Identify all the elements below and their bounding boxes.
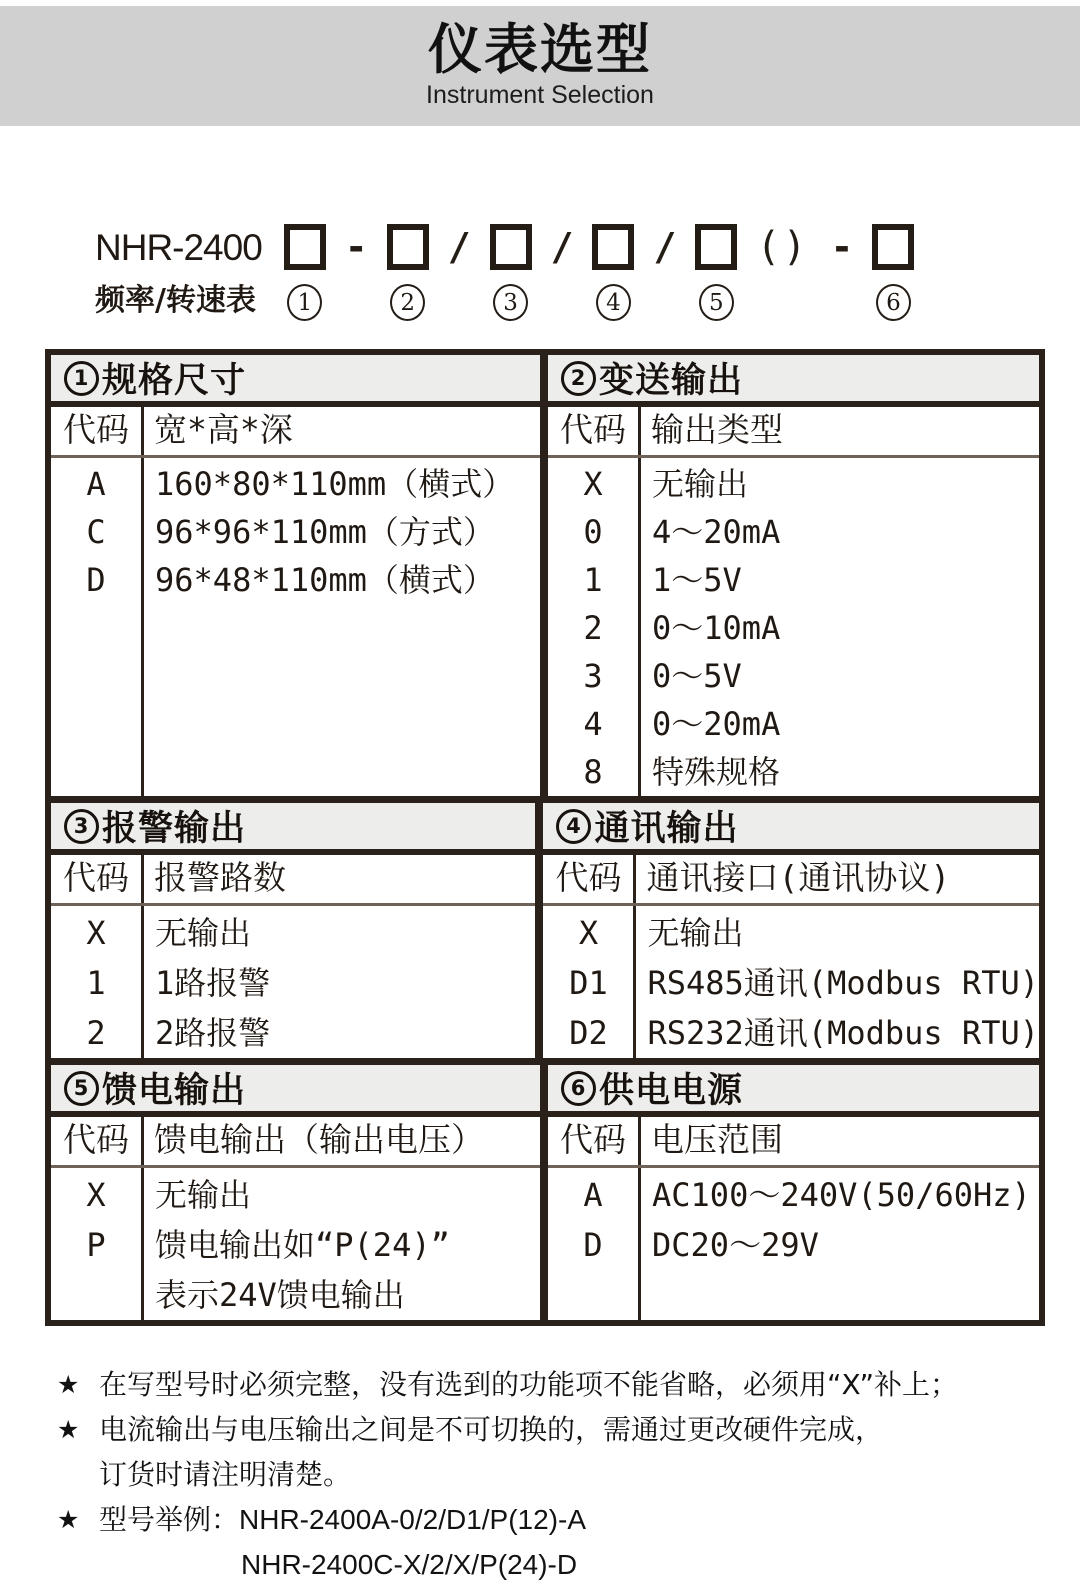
code-cell: 0	[583, 513, 603, 551]
section-4-body	[543, 906, 1039, 1058]
code-cell: A	[583, 1176, 603, 1214]
code-cell-empty	[51, 1270, 141, 1320]
code-cell: X	[578, 914, 599, 952]
footnote-2	[57, 1407, 1080, 1497]
circled-number-5: 5	[699, 284, 734, 321]
section-5-codes	[51, 1168, 144, 1320]
section-1-codes	[51, 458, 144, 796]
desc-cell: 1路报警	[155, 964, 271, 1002]
model-slot-6	[872, 224, 914, 321]
code-cell: P	[86, 1226, 106, 1264]
desc-cell: 0～20mA	[652, 705, 781, 743]
desc-cell: 0～10mA	[652, 609, 781, 647]
col-header-code: 代码	[548, 407, 641, 455]
table-band-3	[51, 1065, 1039, 1320]
desc-cell: 无输出	[155, 1176, 252, 1214]
section-5-column-header	[51, 1117, 540, 1168]
code-cell: D	[583, 1226, 603, 1264]
code-cell: X	[86, 914, 106, 952]
section-3-codes	[51, 906, 144, 1058]
section-2-codes	[548, 458, 641, 796]
section-2-title-text: 变送输出	[599, 361, 744, 401]
footnote-2-line-1: 电流输出与电压输出之间是不可切换的，需通过更改硬件完成，	[99, 1413, 884, 1446]
section-4-number: 4	[556, 809, 591, 844]
section-1-number: 1	[64, 361, 99, 396]
section-1-title-text: 规格尺寸	[102, 361, 247, 401]
section-2-number: 2	[561, 361, 596, 396]
desc-cell: 表示24V馈电输出	[155, 1276, 405, 1314]
model-slot-1	[284, 224, 326, 321]
section-6-descs	[641, 1168, 1039, 1320]
col-header-desc: 馈电输出（输出电压）	[154, 1120, 484, 1159]
code-cell: 1	[583, 561, 603, 599]
model-example-1: 型号举例：NHR-2400A-0/2/D1/P(12)-A	[99, 1504, 587, 1535]
section-3-title-text: 报警输出	[102, 809, 247, 849]
section-communication-output	[543, 803, 1039, 1058]
model-slot-5	[695, 224, 737, 321]
circled-number-2: 2	[390, 284, 425, 321]
section-3-descs	[144, 906, 535, 1058]
col-header-desc: 电压范围	[651, 1120, 783, 1159]
desc-cell: 96*48*110mm（横式）	[155, 561, 495, 599]
code-cell: 1	[86, 964, 106, 1002]
section-6-title	[548, 1065, 1039, 1117]
section-6-column-header	[548, 1117, 1039, 1168]
section-3-title	[51, 803, 535, 855]
model-slot-3	[490, 224, 532, 321]
model-separator-parens: ()	[756, 224, 809, 270]
section-6-number: 6	[561, 1071, 596, 1106]
code-cell: 8	[583, 753, 603, 791]
code-cell: C	[86, 513, 106, 551]
col-header-code: 代码	[51, 407, 144, 455]
section-6-body	[548, 1168, 1039, 1320]
section-2-title	[548, 355, 1039, 407]
desc-cell: 2路报警	[155, 1014, 271, 1052]
section-1-body	[51, 458, 540, 796]
section-4-title	[543, 803, 1039, 855]
footnote-1	[57, 1362, 1080, 1407]
model-box-3	[490, 224, 532, 270]
code-cell: 3	[583, 657, 603, 695]
code-cell: 4	[583, 705, 603, 743]
col-header-code: 代码	[548, 1117, 641, 1165]
desc-cell: 特殊规格	[652, 753, 781, 791]
model-box-1	[284, 224, 326, 270]
model-box-2	[387, 224, 429, 270]
col-header-code: 代码	[51, 855, 144, 903]
desc-cell: 1～5V	[652, 561, 742, 599]
circled-number-6: 6	[876, 284, 911, 321]
section-5-title	[51, 1065, 540, 1117]
circled-number-3: 3	[493, 284, 528, 321]
desc-cell: AC100～240V(50/60Hz)	[652, 1176, 1031, 1214]
section-4-descs	[636, 906, 1039, 1058]
code-cell: D	[86, 561, 106, 599]
footnote-2-line-2: 订货时请注明清楚。	[99, 1458, 352, 1491]
model-code-diagram	[95, 224, 1080, 321]
col-header-desc: 报警路数	[154, 858, 286, 897]
desc-cell: 160*80*110mm（横式）	[155, 465, 515, 503]
section-spec-size	[51, 355, 548, 796]
col-header-desc: 通讯接口(通讯协议)	[646, 858, 951, 897]
code-cell: A	[86, 465, 106, 503]
code-cell: D1	[569, 964, 608, 1002]
footnote-1-text: 在写型号时必须完整，没有选到的功能项不能省略，必须用“X”补上；	[99, 1368, 959, 1401]
col-header-code: 代码	[543, 855, 636, 903]
section-5-title-text: 馈电输出	[102, 1071, 247, 1111]
page-banner	[0, 6, 1080, 126]
section-5-body	[51, 1168, 540, 1320]
section-1-title	[51, 355, 540, 407]
code-cell: 2	[583, 609, 603, 647]
circled-number-4: 4	[596, 284, 631, 321]
star-icon: ★	[57, 1370, 80, 1399]
model-slot-2	[387, 224, 429, 321]
desc-cell: 无输出	[647, 914, 744, 952]
desc-cell: RS232通讯(Modbus RTU)	[647, 1014, 1039, 1052]
section-2-descs	[641, 458, 1039, 796]
desc-cell: 馈电输出如“P(24)”	[155, 1226, 450, 1264]
section-3-number: 3	[64, 809, 99, 844]
page-subtitle: Instrument Selection	[426, 80, 654, 109]
section-4-column-header	[543, 855, 1039, 906]
model-box-5	[695, 224, 737, 270]
desc-cell: RS485通讯(Modbus RTU)	[647, 964, 1039, 1002]
section-3-body	[51, 906, 535, 1058]
model-box-4	[592, 224, 634, 270]
desc-cell: 无输出	[155, 914, 252, 952]
model-prefix: NHR-2400	[95, 227, 262, 268]
code-cell: 2	[86, 1014, 106, 1052]
section-alarm-output	[51, 803, 543, 1058]
model-separator-dash-1: -	[344, 225, 368, 269]
desc-cell: 无输出	[652, 465, 749, 503]
section-6-codes	[548, 1168, 641, 1320]
col-header-desc: 输出类型	[651, 410, 783, 449]
code-cell: X	[86, 1176, 106, 1214]
model-separator-slash-2: /	[550, 225, 574, 269]
model-prefix-column	[95, 224, 262, 318]
desc-cell: 0～5V	[652, 657, 742, 695]
model-box-6	[872, 224, 914, 270]
desc-cell: 4～20mA	[652, 513, 781, 551]
section-4-codes	[543, 906, 636, 1058]
model-type-label: 频率/转速表	[95, 283, 256, 318]
model-example-2: NHR-2400C-X/2/X/P(24)-D	[241, 1549, 578, 1580]
section-5-descs	[144, 1168, 540, 1320]
desc-cell: DC20～29V	[652, 1226, 819, 1264]
section-6-title-text: 供电电源	[599, 1071, 744, 1111]
footnotes	[57, 1362, 1080, 1587]
section-2-column-header	[548, 407, 1039, 458]
footnote-3	[57, 1497, 1080, 1587]
page-title: 仪表选型	[428, 18, 652, 82]
col-header-code: 代码	[51, 1117, 144, 1165]
table-band-2	[51, 803, 1039, 1065]
selection-table	[45, 349, 1045, 1326]
section-5-number: 5	[64, 1071, 99, 1106]
star-icon: ★	[57, 1415, 80, 1444]
model-separator-dash-2: -	[830, 225, 854, 269]
section-1-descs	[144, 458, 540, 796]
section-transmit-output	[548, 355, 1039, 796]
col-header-desc: 宽*高*深	[154, 410, 293, 449]
section-1-column-header	[51, 407, 540, 458]
model-separator-slash-1: /	[447, 225, 471, 269]
code-cell: X	[583, 465, 603, 503]
section-power-supply	[548, 1065, 1039, 1320]
section-2-body	[548, 458, 1039, 796]
star-icon: ★	[57, 1505, 80, 1534]
circled-number-1: 1	[287, 284, 322, 321]
code-cell: D2	[569, 1014, 608, 1052]
section-4-title-text: 通讯输出	[594, 809, 739, 849]
desc-cell: 96*96*110mm（方式）	[155, 513, 495, 551]
model-separator-slash-3: /	[653, 225, 677, 269]
table-band-1	[51, 355, 1039, 803]
section-3-column-header	[51, 855, 535, 906]
model-slot-4	[592, 224, 634, 321]
section-feed-output	[51, 1065, 548, 1320]
